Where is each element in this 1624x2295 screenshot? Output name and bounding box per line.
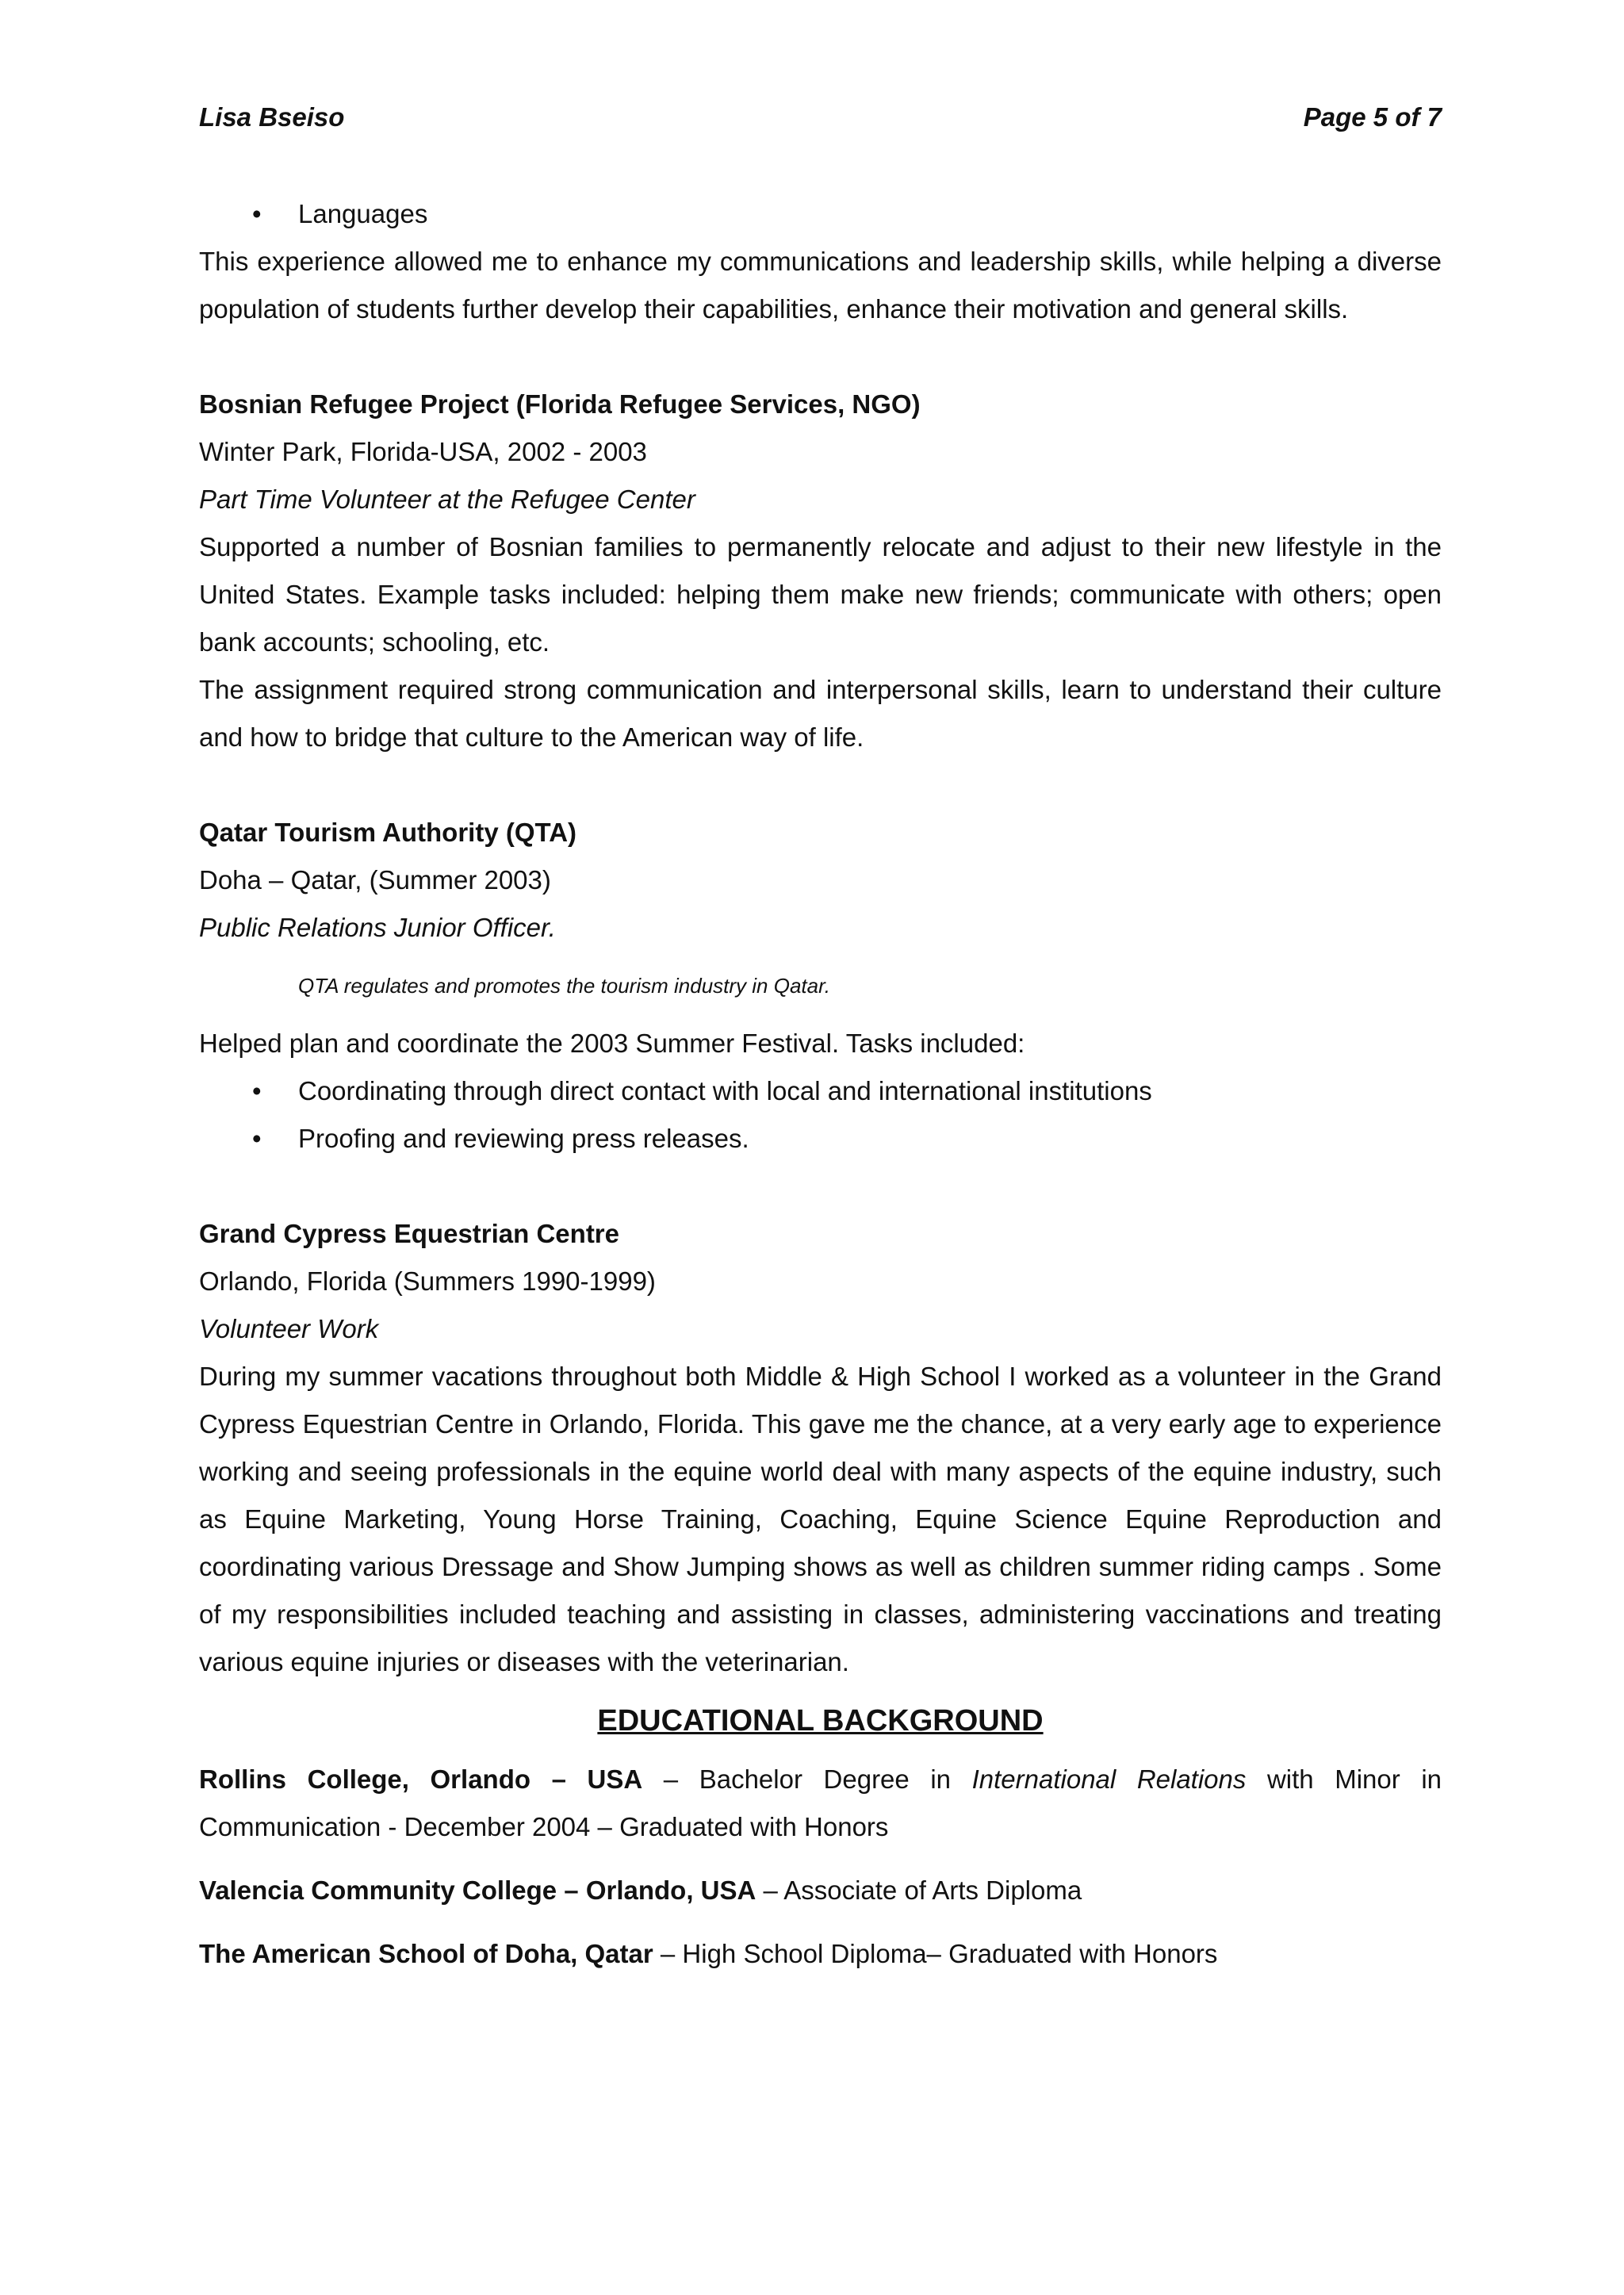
bullet-icon: • (252, 199, 262, 228)
education-entry-rollins (199, 1756, 1442, 1851)
bullet-icon: • (252, 1076, 262, 1105)
list-item (199, 1067, 1442, 1115)
experience-qatar-tourism-authority (199, 809, 1442, 1163)
section-title-education: EDUCATIONAL BACKGROUND (597, 1704, 1044, 1738)
organization-note: QTA regulates and promotes the tourism industry in Qatar. (298, 974, 830, 998)
organization-name: Bosnian Refugee Project (Florida Refugee Services, NGO) (199, 389, 921, 419)
job-role: Volunteer Work (199, 1314, 379, 1343)
education-entry-valencia (199, 1867, 1442, 1914)
author-name: Lisa Bseiso (199, 102, 345, 132)
location-dates: Doha – Qatar, (Summer 2003) (199, 865, 551, 895)
description-paragraph: The assignment required strong communication and interpersonal skills, learn to understand their culture and how to bridge that culture to the American way of life. (199, 675, 1442, 752)
page-header (199, 94, 1442, 133)
intro-bullet-list (199, 190, 1442, 238)
degree-field: International Relations (971, 1764, 1247, 1794)
tasks-intro: Helped plan and coordinate the 2003 Summer Festival. Tasks included: (199, 1029, 1025, 1058)
school-name: Rollins College, Orlando – USA (199, 1764, 643, 1794)
job-role: Public Relations Junior Officer. (199, 913, 556, 942)
experience-bosnian-refugee-project (199, 381, 1442, 761)
school-name: Valencia Community College – Orlando, USA (199, 1875, 756, 1905)
spacer (199, 761, 1442, 809)
organization-name: Grand Cypress Equestrian Centre (199, 1219, 619, 1248)
education-entry-american-school (199, 1930, 1442, 1978)
experience-grand-cypress-equestrian-centre (199, 1210, 1442, 1686)
page-number: Page 5 of 7 (1303, 102, 1442, 132)
description-paragraph: During my summer vacations throughout both Middle & High School I worked as a volunteer in the Grand Cypress Equestrian Centre in Orlando, Florida. This gave me the chance, at a very early age to experience working and seeing professionals in the equine world deal with many aspects of the equine industry, such as Equine Marketing, Young Horse Training, Coaching, Equine Science Equine Reproduction and coordinating various Dressage and Show Jumping shows as well as children summer riding camps . Some of my responsibilities included teaching and assisting in classes, administering vaccinations and treating various equine injuries or diseases with the veterinarian. (199, 1362, 1442, 1676)
list-item-text: Coordinating through direct contact with local and international institutions (298, 1076, 1152, 1105)
degree-details: – Associate of Arts Diploma (756, 1875, 1082, 1905)
list-item-text: Languages (298, 199, 428, 228)
school-name: The American School of Doha, Qatar (199, 1939, 653, 1968)
job-role: Part Time Volunteer at the Refugee Center (199, 485, 695, 514)
organization-name: Qatar Tourism Authority (QTA) (199, 818, 577, 847)
task-list (199, 1067, 1442, 1163)
list-item-text: Proofing and reviewing press releases. (298, 1124, 749, 1153)
intro-paragraph: This experience allowed me to enhance my communications and leadership skills, while helping a diverse population of students further develop their capabilities, enhance their motivation and general skills. (199, 247, 1442, 324)
spacer (199, 1163, 1442, 1210)
education-list (199, 1756, 1442, 1978)
degree-details: – High School Diploma– Graduated with Honors (653, 1939, 1218, 1968)
list-item (199, 190, 1442, 238)
location-dates: Winter Park, Florida-USA, 2002 - 2003 (199, 437, 647, 466)
spacer (199, 333, 1442, 381)
bullet-icon: • (252, 1124, 262, 1153)
list-item (199, 1115, 1442, 1163)
degree-prefix: – Bachelor Degree in (642, 1764, 972, 1794)
description-paragraph: Supported a number of Bosnian families to permanently relocate and adjust to their new lifestyle in the United States. Example tasks included: helping them make new friends; communicate with others; open bank accounts; schooling, etc. (199, 532, 1442, 657)
degree-details: with Minor in Communication - December 2004 – Graduated with Honors (199, 1764, 1442, 1841)
page-body (199, 190, 1442, 1994)
location-dates: Orlando, Florida (Summers 1990-1999) (199, 1266, 656, 1296)
